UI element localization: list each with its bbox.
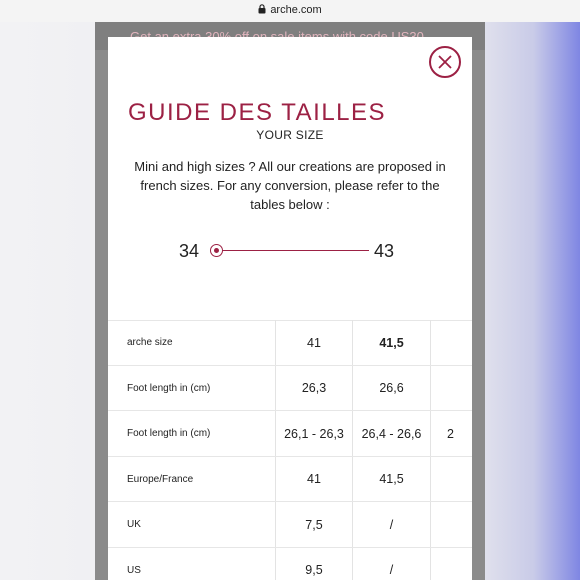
table-cell: / [353, 548, 431, 580]
table-row [108, 502, 472, 548]
close-button[interactable] [429, 46, 461, 78]
range-slider-handle[interactable] [210, 244, 223, 257]
table-cell [431, 548, 472, 580]
table-cell: 26,1 - 26,3 [275, 411, 353, 457]
range-slider-track[interactable] [217, 250, 369, 251]
table-cell: 26,6 [353, 366, 431, 412]
range-max-value: 43 [374, 241, 395, 261]
table-row [108, 457, 472, 503]
browser-address-bar[interactable] [0, 0, 580, 22]
table-row [108, 320, 472, 366]
row-label: UK [127, 519, 141, 531]
table-row [108, 366, 472, 412]
close-icon [438, 55, 452, 69]
table-cell: 41 [275, 320, 353, 366]
table-cell: / [353, 502, 431, 548]
row-label: arche size [127, 337, 173, 349]
lock-icon [258, 1, 266, 21]
table-cell [431, 320, 472, 366]
table-row [108, 548, 472, 580]
range-min-value: 34 [179, 241, 200, 261]
table-cell: 9,5 [275, 548, 353, 580]
row-label: US [127, 564, 141, 576]
size-table [108, 320, 472, 580]
row-label: Foot length in (cm) [127, 428, 211, 440]
table-cell: 26,3 [275, 366, 353, 412]
row-label: Europe/France [127, 473, 194, 485]
table-cell [431, 366, 472, 412]
modal-subtitle: YOUR SIZE [256, 128, 324, 142]
table-cell: 41,5 [353, 457, 431, 503]
size-guide-modal [108, 37, 472, 580]
table-cell: 26,4 - 26,6 [353, 411, 431, 457]
table-cell [431, 502, 472, 548]
table-row [108, 411, 472, 457]
browser-url: arche.com [270, 4, 322, 16]
table-cell [431, 457, 472, 503]
row-label: Foot length in (cm) [127, 382, 211, 394]
table-cell: 41,5 [353, 320, 431, 366]
intro-text: Mini and high sizes ? All our creations are proposed in french sizes. For any conversion, please refer to the tables below : [134, 159, 446, 212]
table-cell: 41 [275, 457, 353, 503]
table-cell: 2 [447, 426, 454, 441]
modal-title: GUIDE DES TAILLES [128, 99, 387, 126]
table-cell: 7,5 [275, 502, 353, 548]
